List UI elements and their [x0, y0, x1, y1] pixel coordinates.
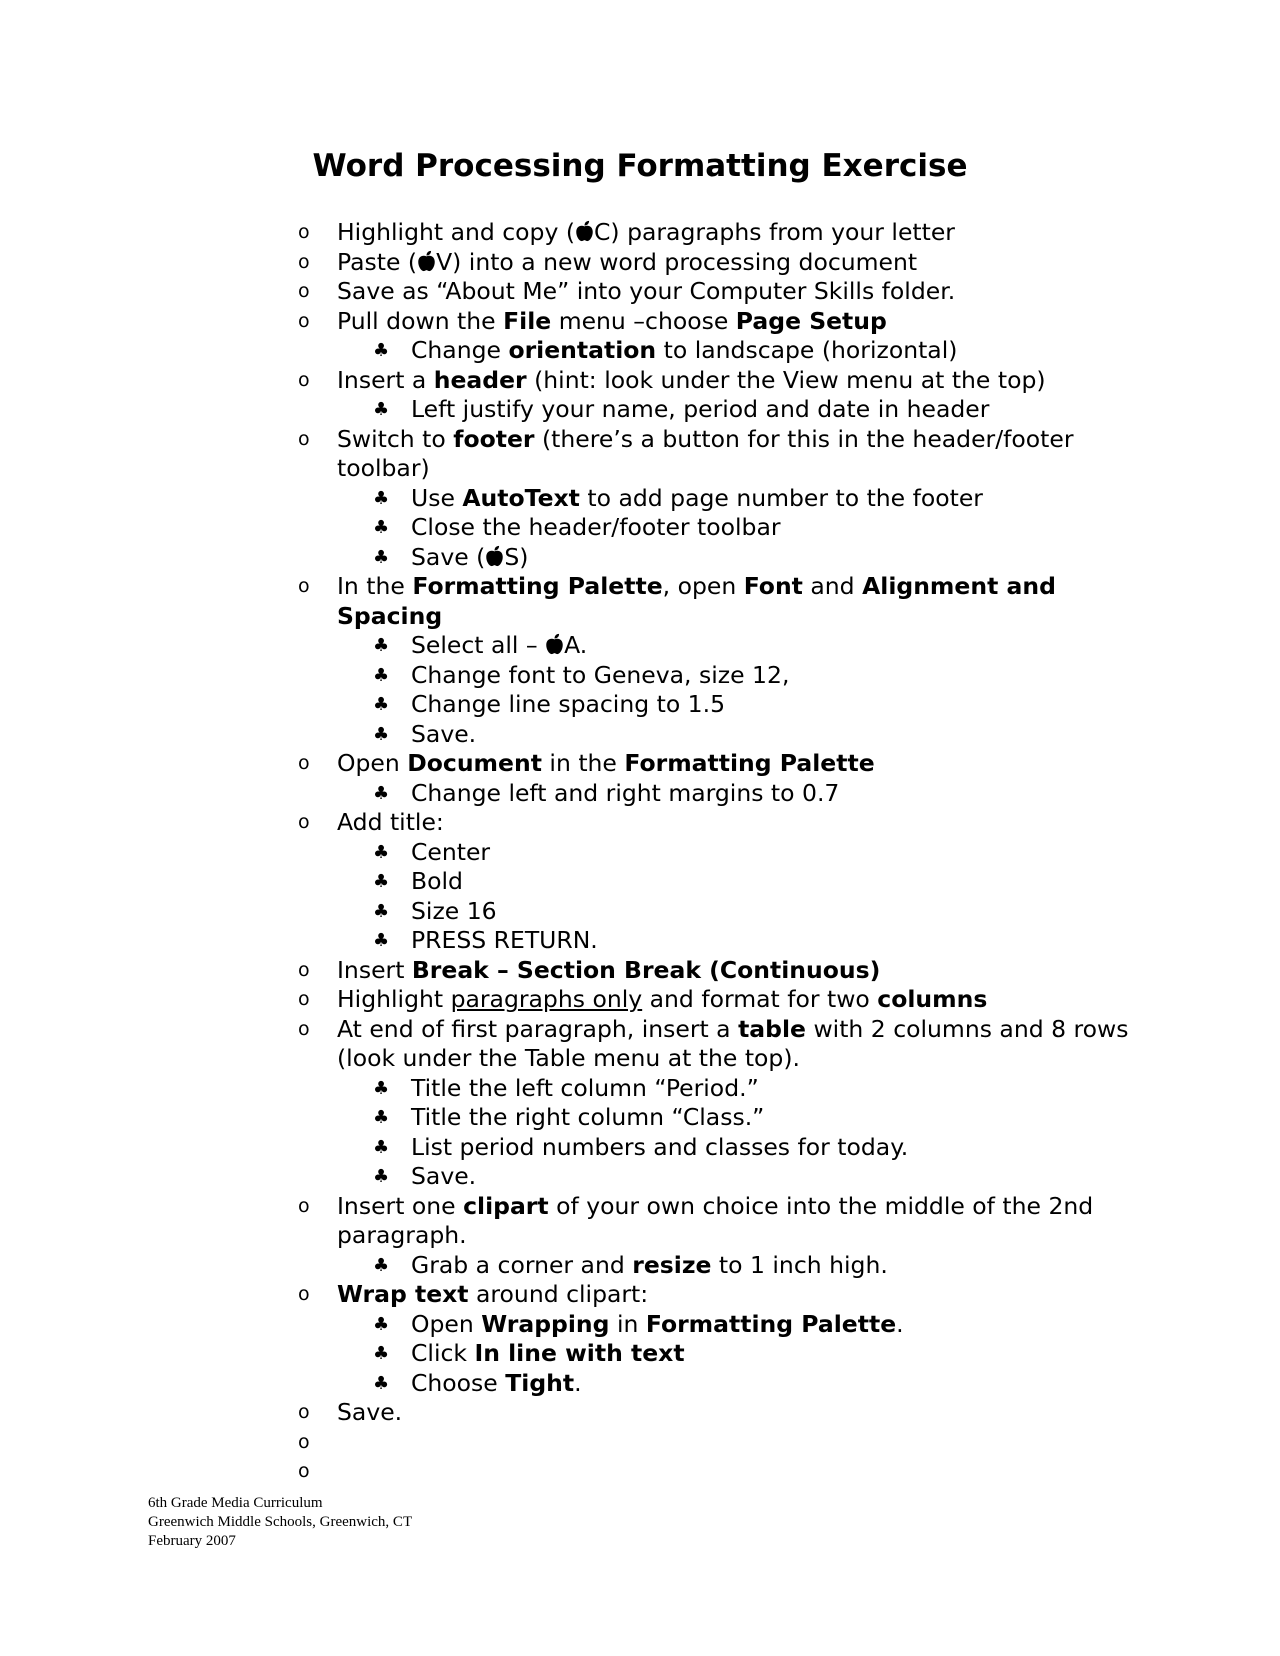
bold-text: Page Setup: [735, 306, 887, 335]
club-bullet-icon: ♣: [373, 1166, 390, 1187]
list-item-text: [337, 1192, 1093, 1250]
circle-bullet-icon: o: [298, 221, 310, 243]
bold-text: Tight: [505, 1368, 575, 1397]
list-item-text: [337, 572, 1056, 630]
circle-bullet-icon: o: [298, 280, 310, 302]
text-segment: Size 16: [411, 896, 497, 925]
list-item-text: [337, 366, 1046, 394]
bold-text: Wrapping: [481, 1309, 610, 1338]
sub-list: [337, 1310, 1158, 1399]
club-bullet-icon: ♣: [373, 340, 390, 361]
text-segment: with 2 columns and 8 rows (look under the Table menu at the top).: [337, 1014, 1129, 1072]
bold-text: AutoText: [462, 483, 580, 512]
list-item: [298, 1428, 1158, 1458]
text-segment: List period numbers and classes for today.: [411, 1132, 909, 1161]
bold-text: table: [738, 1014, 806, 1043]
footer-date: February 2007: [148, 1533, 236, 1549]
club-bullet-icon: ♣: [373, 871, 390, 892]
text-segment: Switch to: [337, 424, 454, 453]
bold-text: Formatting Palette: [624, 749, 875, 777]
sub-list-item-text: [411, 395, 989, 423]
circle-bullet-icon: o: [298, 575, 310, 597]
bold-text: File: [503, 306, 552, 335]
club-bullet-icon: ♣: [373, 1136, 390, 1158]
list-item-text: [337, 1428, 344, 1456]
sub-list-item-text: [411, 513, 781, 541]
sub-list: [337, 838, 1158, 956]
list-item-text: [337, 307, 887, 335]
bold-text: Formatting Palette: [645, 1309, 897, 1338]
text-segment: Open: [337, 749, 408, 777]
club-bullet-icon: ♣: [373, 546, 390, 568]
list-item: [298, 985, 1158, 1015]
footer-school: Greenwich Middle Schools, Greenwich, CT: [148, 1514, 413, 1530]
bold-text: orientation: [508, 336, 657, 364]
sub-list-item: [298, 484, 1158, 514]
sub-list-item: [298, 779, 1158, 809]
bold-text: columns: [877, 985, 988, 1013]
text-segment: Center: [411, 837, 491, 866]
bold-text: Formatting Palette: [412, 572, 663, 600]
list-item: [298, 1015, 1158, 1192]
text-segment: Pull down the: [337, 306, 504, 335]
text-segment: , open: [662, 572, 744, 600]
sub-list-item: [298, 1251, 1158, 1281]
text-segment: Open: [411, 1309, 482, 1338]
club-bullet-icon: ♣: [373, 1254, 390, 1276]
sub-list-item-text: [411, 926, 598, 954]
bold-text: Alignment and Spacing: [337, 572, 1056, 630]
circle-bullet-icon: o: [298, 1401, 310, 1423]
club-bullet-icon: ♣: [373, 487, 390, 509]
text-segment: Save as “About Me” into your Computer Skills folder.: [337, 277, 956, 305]
list-item: [298, 1192, 1158, 1281]
text-segment: in the: [541, 749, 625, 777]
list-item: [298, 1457, 1158, 1487]
text-segment: In the: [337, 572, 413, 600]
sub-list-item: [298, 513, 1158, 543]
text-segment: .: [574, 1368, 582, 1397]
sub-list-item: [298, 867, 1158, 897]
club-bullet-icon: ♣: [373, 694, 390, 715]
list-item-text: [337, 248, 917, 276]
text-segment: Save.: [337, 1398, 403, 1426]
list-item-text: [337, 425, 1074, 483]
list-item: [298, 1398, 1158, 1428]
list-item-text: [337, 1457, 344, 1485]
page-footer: [148, 1494, 412, 1551]
sub-list-item: [298, 926, 1158, 956]
sub-list: [337, 779, 1158, 809]
list-item: [298, 425, 1158, 573]
text-segment: of your own choice into the middle of the 2nd paragraph.: [337, 1191, 1094, 1249]
text-segment: and: [802, 572, 863, 600]
sub-list-item: [298, 661, 1158, 691]
list-item-text: [337, 1398, 402, 1426]
bold-text: resize: [632, 1250, 712, 1279]
footer-curriculum: 6th Grade Media Curriculum: [148, 1495, 323, 1511]
circle-bullet-icon: o: [298, 1194, 310, 1217]
sub-list: [337, 395, 1158, 425]
sub-list: [337, 336, 1158, 366]
text-segment: Highlight: [337, 985, 451, 1013]
circle-bullet-icon: o: [298, 811, 310, 833]
sub-list-item: [298, 1339, 1158, 1369]
sub-list-item: [298, 395, 1158, 425]
text-segment: Close the header/footer toolbar: [411, 513, 781, 541]
apple-command-icon: [417, 250, 436, 272]
sub-list-item: [298, 1074, 1158, 1104]
sub-list-item: [298, 720, 1158, 750]
circle-bullet-icon: o: [298, 1460, 310, 1482]
text-segment: Select all –: [411, 631, 546, 659]
text-segment: Choose: [411, 1368, 506, 1397]
sub-list-item: [298, 1369, 1158, 1399]
bold-text: footer: [453, 424, 535, 453]
club-bullet-icon: ♣: [373, 900, 390, 922]
instruction-list: [298, 218, 1158, 1487]
sub-list-item-text: [411, 1339, 685, 1367]
club-bullet-icon: ♣: [373, 782, 390, 804]
text-segment: Click: [411, 1339, 475, 1367]
list-item-text: [337, 749, 875, 777]
bold-text: Document: [407, 749, 542, 777]
sub-list-item-text: [411, 543, 528, 571]
sub-list-item-text: [411, 1369, 582, 1397]
list-item: [298, 1280, 1158, 1398]
list-item-text: [337, 808, 444, 836]
apple-command-icon: [485, 545, 504, 567]
sub-list-item-text: [411, 631, 587, 659]
club-bullet-icon: ♣: [373, 1343, 390, 1364]
sub-list-item: [298, 690, 1158, 720]
page-title: Word Processing Formatting Exercise: [312, 148, 968, 184]
list-item: [298, 218, 1158, 248]
list-item: [298, 808, 1158, 956]
text-segment: Bold: [411, 867, 463, 895]
text-segment: menu –choose: [551, 306, 736, 335]
list-item-text: [337, 985, 987, 1013]
text-segment: S): [504, 542, 529, 571]
bold-text: Font: [743, 572, 803, 600]
text-segment: .: [896, 1309, 904, 1338]
text-segment: (hint: look under the View menu at the top): [526, 365, 1046, 394]
apple-command-icon: [575, 220, 594, 242]
text-segment: Change left and right margins to 0.7: [411, 778, 840, 807]
underlined-text: paragraphs only: [450, 985, 643, 1013]
text-segment: to add page number to the footer: [579, 483, 983, 512]
text-segment: (there’s a button for this in the header/footer toolbar): [337, 424, 1074, 482]
sub-list-item: [298, 631, 1158, 661]
sub-list-item: [298, 336, 1158, 366]
sub-list-item-text: [411, 336, 957, 364]
list-item-text: [337, 218, 955, 246]
text-segment: Save.: [411, 719, 477, 748]
list-item: [298, 366, 1158, 425]
list-item: [298, 248, 1158, 278]
bold-text: Break – Section Break (Continuous): [411, 955, 881, 984]
sub-list-item-text: [411, 779, 839, 807]
list-item: [298, 277, 1158, 307]
sub-list-item: [298, 1310, 1158, 1340]
list-item: [298, 749, 1158, 808]
sub-list: [337, 631, 1158, 749]
circle-bullet-icon: o: [298, 1283, 310, 1305]
club-bullet-icon: ♣: [373, 841, 390, 863]
text-segment: Save.: [411, 1162, 477, 1190]
sub-list-item-text: [411, 1251, 888, 1279]
list-item: [298, 572, 1158, 749]
text-segment: Change: [411, 336, 509, 364]
circle-bullet-icon: o: [298, 250, 310, 273]
club-bullet-icon: ♣: [373, 723, 390, 745]
text-segment: Save (: [411, 542, 486, 571]
club-bullet-icon: ♣: [373, 1313, 390, 1335]
text-segment: V) into a new word processing document: [436, 247, 918, 276]
text-segment: around clipart:: [468, 1280, 649, 1308]
sub-list-item: [298, 1133, 1158, 1163]
list-item: [298, 307, 1158, 366]
sub-list-item-text: [411, 1103, 764, 1131]
text-segment: Insert one: [337, 1191, 464, 1220]
text-segment: Grab a corner and: [411, 1250, 633, 1279]
text-segment: Title the right column “Class.”: [411, 1103, 765, 1131]
list-item: [298, 956, 1158, 986]
sub-list: [337, 484, 1158, 573]
club-bullet-icon: ♣: [373, 1372, 390, 1394]
circle-bullet-icon: o: [298, 309, 310, 332]
text-segment: Add title:: [337, 808, 444, 836]
sub-list-item: [298, 543, 1158, 573]
club-bullet-icon: ♣: [373, 1107, 390, 1128]
text-segment: Use: [411, 483, 463, 512]
sub-list-item-text: [411, 1310, 904, 1338]
text-segment: Left justify your name, period and date in header: [411, 395, 990, 423]
sub-list-item-text: [411, 838, 490, 866]
sub-list-item-text: [411, 1162, 476, 1190]
text-segment: C) paragraphs from your letter: [594, 218, 955, 246]
sub-list-item-text: [411, 867, 463, 895]
bold-text: In line with text: [474, 1339, 685, 1367]
sub-list-item-text: [411, 720, 476, 748]
club-bullet-icon: ♣: [373, 517, 390, 538]
sub-list-item-text: [411, 661, 789, 689]
list-item-text: [337, 956, 880, 984]
sub-list-item-text: [411, 1133, 908, 1161]
club-bullet-icon: ♣: [373, 635, 390, 656]
text-segment: to landscape (horizontal): [656, 336, 958, 364]
text-segment: Insert: [337, 955, 412, 984]
club-bullet-icon: ♣: [373, 1077, 390, 1099]
bold-text: clipart: [463, 1191, 549, 1220]
list-item-text: [337, 277, 955, 305]
circle-bullet-icon: o: [298, 958, 310, 981]
circle-bullet-icon: o: [298, 1017, 310, 1040]
list-item-text: [337, 1280, 648, 1308]
sub-list-item: [298, 1162, 1158, 1192]
circle-bullet-icon: o: [298, 427, 310, 450]
club-bullet-icon: ♣: [373, 930, 390, 951]
bold-text: Wrap text: [337, 1280, 469, 1308]
text-segment: Change font to Geneva, size 12,: [411, 660, 790, 689]
list-item-text: [337, 1015, 1129, 1073]
circle-bullet-icon: o: [298, 1430, 310, 1453]
text-segment: At end of first paragraph, insert a: [337, 1014, 739, 1043]
text-segment: Highlight and copy (: [337, 218, 576, 246]
circle-bullet-icon: o: [298, 368, 310, 391]
text-segment: to 1 inch high.: [711, 1250, 888, 1279]
text-segment: and format for two: [642, 985, 878, 1013]
sub-list: [337, 1074, 1158, 1192]
sub-list-item: [298, 1103, 1158, 1133]
text-segment: A.: [564, 631, 588, 659]
club-bullet-icon: ♣: [373, 399, 390, 420]
sub-list-item: [298, 838, 1158, 868]
apple-command-icon: [545, 633, 564, 655]
text-segment: in: [609, 1309, 646, 1338]
club-bullet-icon: ♣: [373, 664, 390, 686]
text-segment: Paste (: [337, 247, 418, 276]
sub-list-item-text: [411, 1074, 759, 1102]
sub-list-item-text: [411, 690, 725, 718]
sub-list-item-text: [411, 897, 497, 925]
text-segment: Change line spacing to 1.5: [411, 690, 726, 718]
text-segment: Title the left column “Period.”: [411, 1073, 759, 1102]
bold-text: header: [433, 365, 527, 394]
text-segment: Insert a: [337, 365, 434, 394]
sub-list: [337, 1251, 1158, 1281]
sub-list-item-text: [411, 484, 983, 512]
circle-bullet-icon: o: [298, 988, 310, 1010]
sub-list-item: [298, 897, 1158, 927]
text-segment: PRESS RETURN.: [411, 926, 598, 954]
circle-bullet-icon: o: [298, 752, 310, 774]
